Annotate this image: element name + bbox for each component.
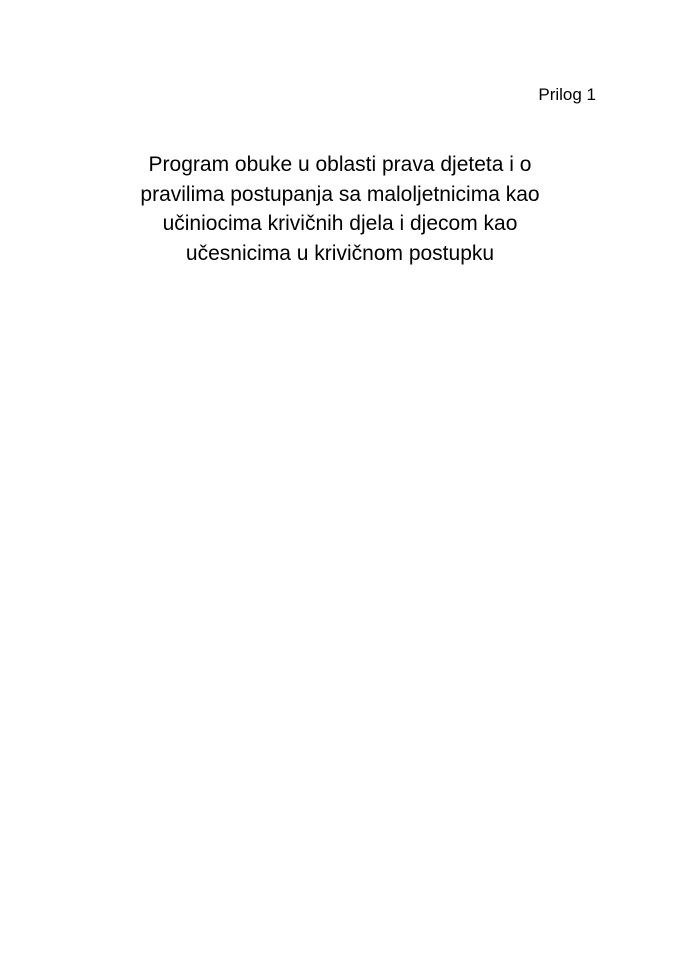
title-line: Program obuke u oblasti prava djeteta i o [148, 153, 532, 176]
title-line: učiniocima krivičnih djela i djecom kao [162, 212, 518, 235]
document-title [60, 150, 620, 268]
title-line: učesnicima u krivičnom postupku [185, 241, 495, 265]
annex-label: Prilog 1 [538, 85, 596, 104]
title-line: pravilima postupanja sa maloljetnicima kao [140, 182, 540, 206]
